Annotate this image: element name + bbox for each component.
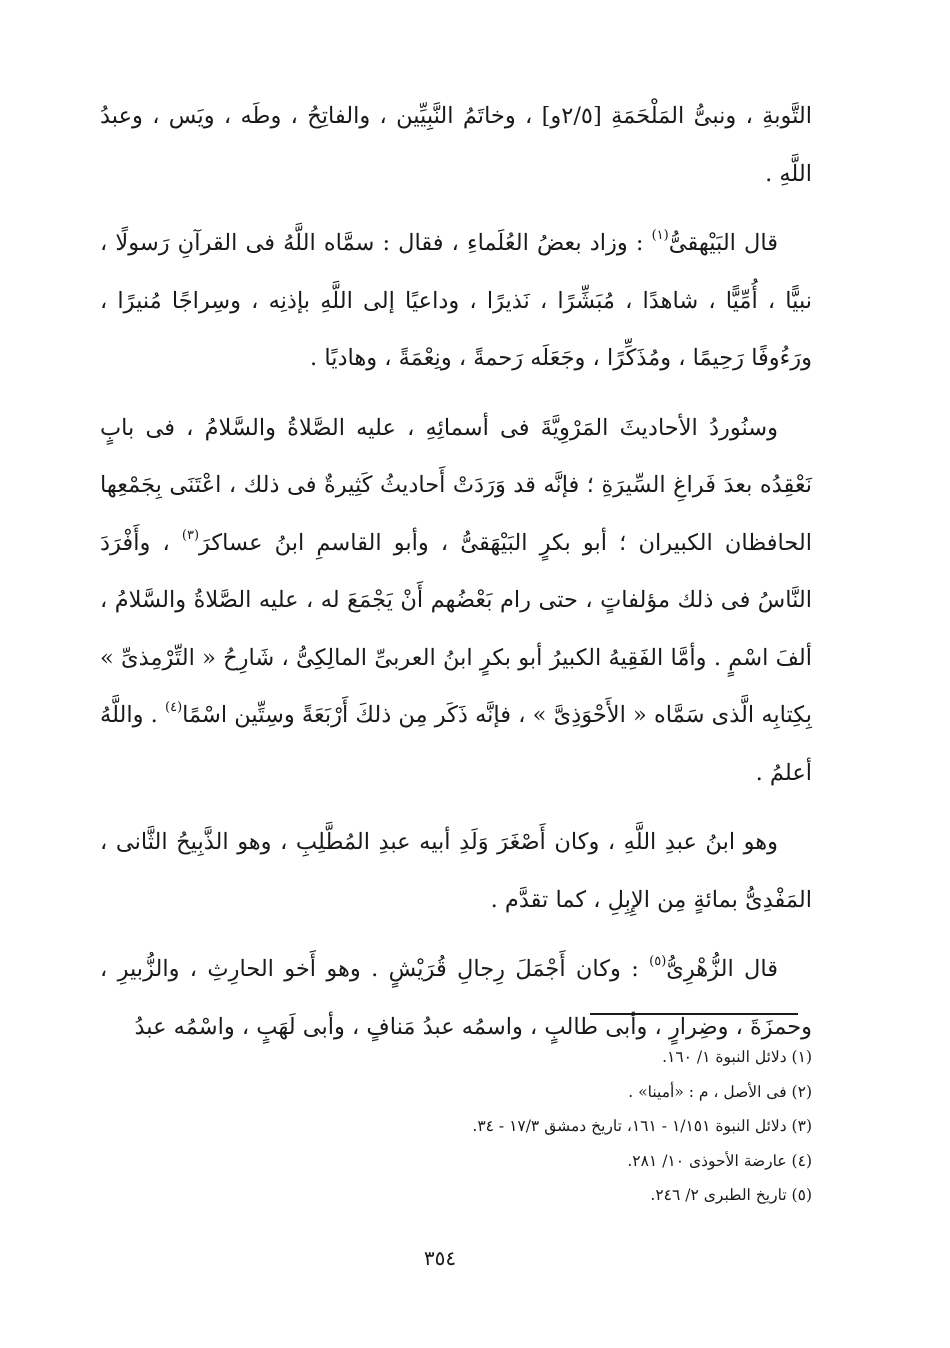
paragraph-5-lead: قال الزُّهْرِىُّ (666, 956, 778, 982)
footnote-5: (٥) تاريخ الطبرى ٢/ ٢٤٦. (650, 1186, 812, 1204)
footnote-ref-5: (٥) (649, 954, 667, 969)
footnote-ref-1: (١) (651, 228, 669, 243)
paragraph-2-body: : وزاد بعضُ العُلَماءِ ، فقال : سمَّاه اللَّهُ فى القرآنِ رَسولًا ، نبيًّا ، أُمِّيًّا ، شاهدًا ، مُبَشِّرًا ، نَذيرًا ، وداعيًا إلى اللَّهِ بإذنِه ، وسِراجًا مُنيرًا ، ورَءُوفًا رَحِيمًا ، ومُذَكِّرًا ، وجَعَلَه رَحمةً ، ونِعْمَةً ، وهاديًا . (100, 230, 812, 371)
footnote-2: (٢) فى الأصل ، م : «أمينا» . (628, 1082, 812, 1101)
paragraph-2 (100, 215, 812, 388)
paragraph-5-body: : وكان أَجْمَلَ رِجالِ قُرَيْشٍ . وهو أَخو الحارِثِ ، والزُّبيرِ ، وحمزَةَ ، وضِرارٍ ، وأبى طالبٍ ، واسمُه عبدُ مَنافٍ ، وأبى لَهَبٍ ، واسْمُه عبدُ (100, 956, 812, 1040)
page-number: ٣٥٤ (423, 1246, 457, 1270)
paragraph-3-end: . واللَّهُ أعلمُ . (100, 702, 812, 786)
paragraph-3-middle: ، وأَفْرَدَ النَّاسُ فى ذلك مؤلفاتٍ ، حتى رام بَعْضُهم أَنْ يَجْمَعَ له ، عليه الصَّلاةُ والسَّلامُ ، ألفَ اسْمٍ . وأمَّا الفَقِيهُ الكبيرُ أبو بكرٍ ابنُ العربىِّ المالِكِىُّ ، شَارِحُ « التِّرْمِذىِّ » بِكِتابِه الَّذى سَمَّاه « الأَحْوَذِىَّ » ، فإنَّه ذَكَر مِن ذلكَ أَرْبَعَةً وسِتِّين اسْمًا (100, 529, 813, 728)
paragraph-3-lead: وسنُوردُ الأحاديثَ المَرْوِيَّةَ فى أسمائِهِ ، عليه الصَّلاةُ والسَّلامُ ، فى بابٍ نَعْقِدُه بعدَ فَراغِ السِّيرَةِ ؛ فإنَّه قد وَرَدَتْ أَحاديثُ كَثِيرةٌ فى ذلك ، اعْتَنَى بِجَمْعِها الحافظان الكبيران ؛ أبو بكرٍ البَيْهَقىُّ ، وأبو القاسمِ ابنُ عساكرَ (100, 414, 812, 556)
paragraph-1: التَّوبةِ ، ونبىُّ المَلْحَمَةِ [٢/٥و] ، وخاتَمُ النَّبِيِّين ، والفاتِحُ ، وطَه ، ويَس ، وعبدُ اللَّهِ . (100, 103, 813, 187)
footnote-ref-3: (٣) (181, 527, 200, 543)
paragraph-5 (100, 941, 812, 1056)
footnote-separator (590, 1013, 798, 1015)
footnote-1: (١) دلائل النبوة ١/ ١٦٠. (662, 1048, 812, 1066)
footnotes-block (280, 1040, 812, 1213)
footnote-ref-4: (٤) (165, 700, 183, 715)
main-text-block (100, 88, 812, 1068)
footnote-3: (٣) دلائل النبوة ١/١٥١ - ١٦١، تاريخ دمشق ١٧/٣ - ٣٤. (472, 1117, 812, 1135)
paragraph-3 (100, 400, 812, 803)
paragraph-4: وهو ابنُ عبدِ اللَّهِ ، وكان أَصْغَرَ وَلَدِ أبيه عبدِ المُطَّلِبِ ، وهو الذَّبِيحُ الثَّانى ، المَفْدِىُّ بمائةٍ مِن الإِبِلِ ، كما تقدَّم . (100, 829, 812, 913)
footnote-4: (٤) عارضة الأحوذى ١٠/ ٢٨١. (627, 1151, 812, 1170)
paragraph-2-lead: قال البَيْهقىُّ (668, 230, 779, 256)
